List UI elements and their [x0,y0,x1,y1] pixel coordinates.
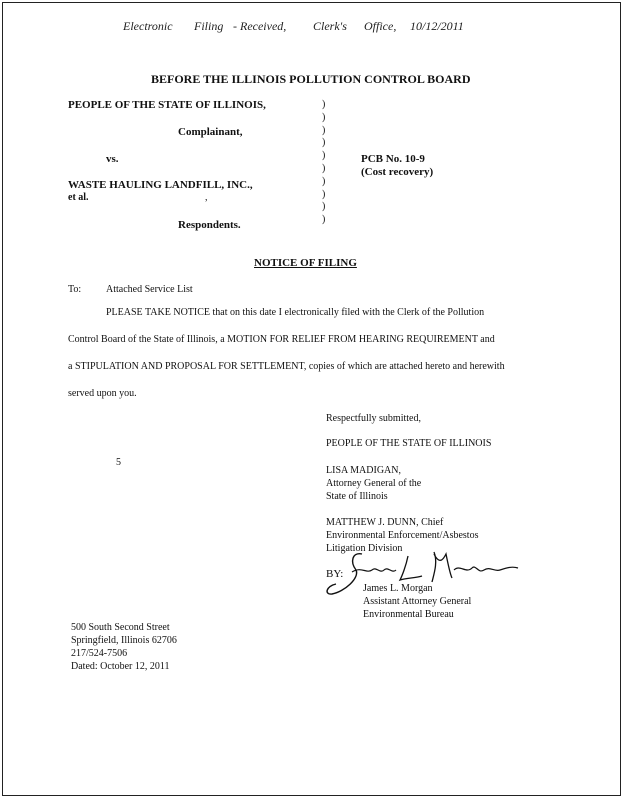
stray-comma: , [205,192,208,203]
paren: ) [322,201,326,213]
board-title: BEFORE THE ILLINOIS POLLUTION CONTROL BOARD [151,72,471,86]
paren: ) [322,188,326,200]
body-line: PLEASE TAKE NOTICE that on this date I electronically filed with the Clerk of the Pollution [106,307,485,318]
chief-title-1: Environmental Enforcement/Asbestos [326,530,479,541]
address-phone: 217/524-7506 [71,648,128,659]
versus-label: vs. [106,153,119,165]
signer-name: James L. Morgan [363,583,433,594]
signer-title-2: Environmental Bureau [363,609,454,620]
case-type: (Cost recovery) [361,166,434,178]
by-label: BY: [326,568,344,580]
notice-title: NOTICE OF FILING [254,257,357,269]
party-name: PEOPLE OF THE STATE OF ILLINOIS [326,438,492,449]
paren: ) [322,214,326,226]
stamp-filing: Filing [194,19,224,33]
chief-name: MATTHEW J. DUNN, Chief [326,517,444,528]
to-value: Attached Service List [106,284,193,295]
address-city: Springfield, Illinois 62706 [71,635,177,646]
stamp-received: - Received, [233,19,287,33]
complainant-label: Complainant, [178,126,243,138]
ag-title-2: State of Illinois [326,491,388,502]
paren: ) [322,162,326,174]
ag-name: LISA MADIGAN, [326,465,401,476]
page-border [2,2,621,796]
paren: ) [322,111,326,123]
paren: ) [322,175,326,187]
case-number: PCB No. 10-9 [361,153,425,165]
dated-line: Dated: October 12, 2011 [71,661,170,672]
et-al-label: et al. [68,192,89,203]
paren: ) [322,150,326,162]
defendant-name: WASTE HAULING LANDFILL, INC., [68,179,253,191]
closing: Respectfully submitted, [326,413,421,424]
paren: ) [322,99,326,110]
stamp-clerks: Clerk's [313,19,347,33]
plaintiff-name: PEOPLE OF THE STATE OF ILLINOIS, [68,99,266,111]
respondents-label: Respondents. [178,219,241,231]
paren: ) [322,137,326,149]
signer-title-1: Assistant Attorney General [363,596,472,607]
body-line: a STIPULATION AND PROPOSAL FOR SETTLEMENT, copies of which are attached hereto and herewith [68,361,505,372]
body-line: served upon you. [68,388,137,399]
paren: ) [322,124,326,136]
stamp-date: 10/12/2011 [410,19,464,33]
stray-mark: 5 [116,457,121,468]
ag-title-1: Attorney General of the [326,478,422,489]
stamp-office: Office, [364,19,397,33]
chief-title-2: Litigation Division [326,543,403,554]
caption-parentheses [322,99,325,227]
to-label: To: [68,284,82,295]
body-line: Control Board of the State of Illinois, a MOTION FOR RELIEF FROM HEARING REQUIREMENT and [68,334,495,345]
address-street: 500 South Second Street [71,622,170,633]
stamp-electronic: Electronic [123,19,173,33]
